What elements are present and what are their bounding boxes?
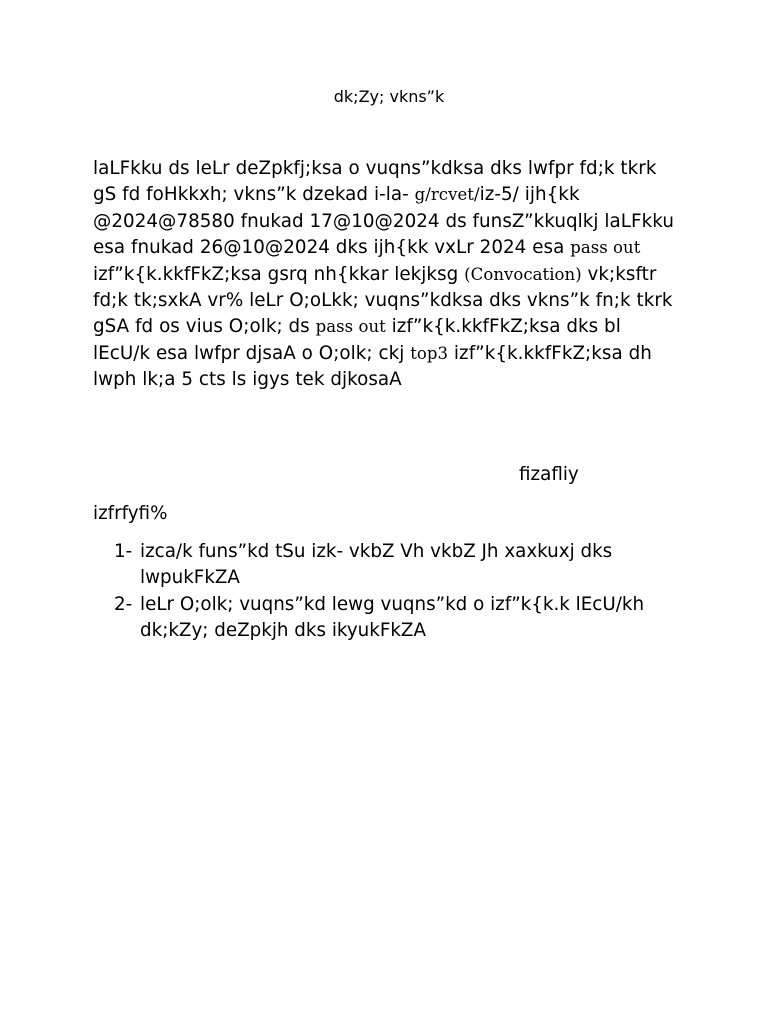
body-text-latin-passout-1: pass out: [570, 238, 641, 258]
body-text-latin-top3: top3: [410, 343, 449, 363]
list-item-number: 2-: [114, 593, 133, 615]
body-text-latin-convocation: (Convocation): [464, 264, 582, 284]
body-text-latin-ref: g/rcvet/: [414, 185, 480, 205]
body-text-6: izf”k{k.kkfFkZ;ksa dh lwph lk;a 5 cts ls igys tek djkosaA: [93, 342, 652, 391]
office-order-heading: dk;Zy; vkns”k: [333, 87, 445, 106]
list-item-text: leLr O;olk; vuqns”kd lewg vuqns”kd o izf”k{k.k lEcU/kh dk;kZy; deZpkjh dks ikyukFkZA: [140, 593, 645, 642]
order-body-paragraph: [93, 156, 683, 394]
list-item: [114, 539, 684, 592]
copy-to-list: [114, 539, 684, 645]
copy-to-label: izfrfyfi%: [93, 503, 168, 524]
body-text-4: vk;ksftr fd;k tk;sxkA vr% leLr O;oLkk; vuqns”kdksa dks vkns”k fn;k tkrk gSA fd os vius O;olk; ds: [93, 263, 673, 338]
list-item-number: 1-: [114, 541, 133, 562]
list-item: [114, 592, 684, 645]
signature-designation: fizafliy: [519, 464, 579, 485]
list-item-text: izca/k funs”kd tSu izk- vkbZ Vh vkbZ Jh xaxkuxj dks lwpukFkZA: [140, 541, 613, 589]
body-text-1: laLFkku ds leLr deZpkfj;ksa o vuqns”kdksa dks lwfpr fd;k tkrk gS fd foHkkxh; vkns”k dzekad i-la-: [93, 158, 657, 206]
body-text-3: izf”k{k.kkfFkZ;ksa gsrq nh{kkar lekjksg: [93, 263, 465, 285]
body-text-2: iz-5/ ijh{kk @2024@78580 fnukad 17@10@2024 ds funsZ”kkuqlkj laLFkku esa fnukad 26@10@2024 dks ijh{kk vxLr 2024 esa: [93, 184, 674, 259]
body-text-5: izf”k{k.kkfFkZ;ksa dks bl lEcU/k esa lwfpr djsaA o O;olk; ckj: [93, 316, 621, 364]
body-text-latin-passout-2: pass out: [315, 317, 386, 337]
